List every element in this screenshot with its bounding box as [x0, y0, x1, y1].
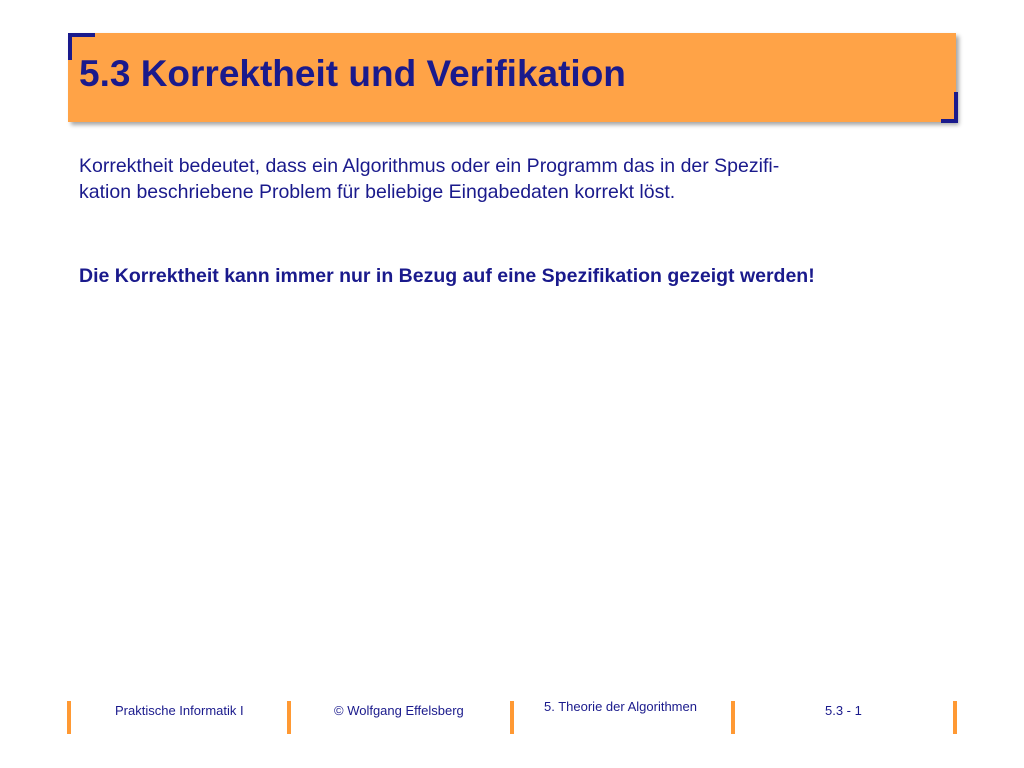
footer-separator-5	[953, 701, 957, 734]
footer-separator-1	[67, 701, 71, 734]
footer-separator-2	[287, 701, 291, 734]
slide-title: 5.3 Korrektheit und Verifikation	[79, 53, 626, 94]
title-banner	[68, 33, 956, 122]
title-bracket-bottom-right-vertical	[954, 92, 958, 123]
footer-separator-4	[731, 701, 735, 734]
footer-course: Praktische Informatik I	[115, 703, 244, 718]
footer-chapter: 5. Theorie der Algorithmen	[544, 699, 697, 714]
definition-line-1: Korrektheit bedeutet, dass ein Algorithmus oder ein Programm das in der Spezifi-	[79, 155, 780, 177]
footer-page-number: 5.3 - 1	[825, 703, 862, 718]
title-bracket-top-left-horizontal	[68, 33, 95, 37]
definition-paragraph	[79, 153, 919, 205]
title-bracket-top-left-vertical	[68, 33, 72, 60]
emphasis-statement: Die Korrektheit kann immer nur in Bezug auf eine Spezifikation gezeigt werden!	[79, 265, 815, 287]
footer-separator-3	[510, 701, 514, 734]
definition-line-2: kation beschriebene Problem für beliebige Eingabedaten korrekt löst.	[79, 181, 676, 203]
footer-author: © Wolfgang Effelsberg	[334, 703, 464, 718]
